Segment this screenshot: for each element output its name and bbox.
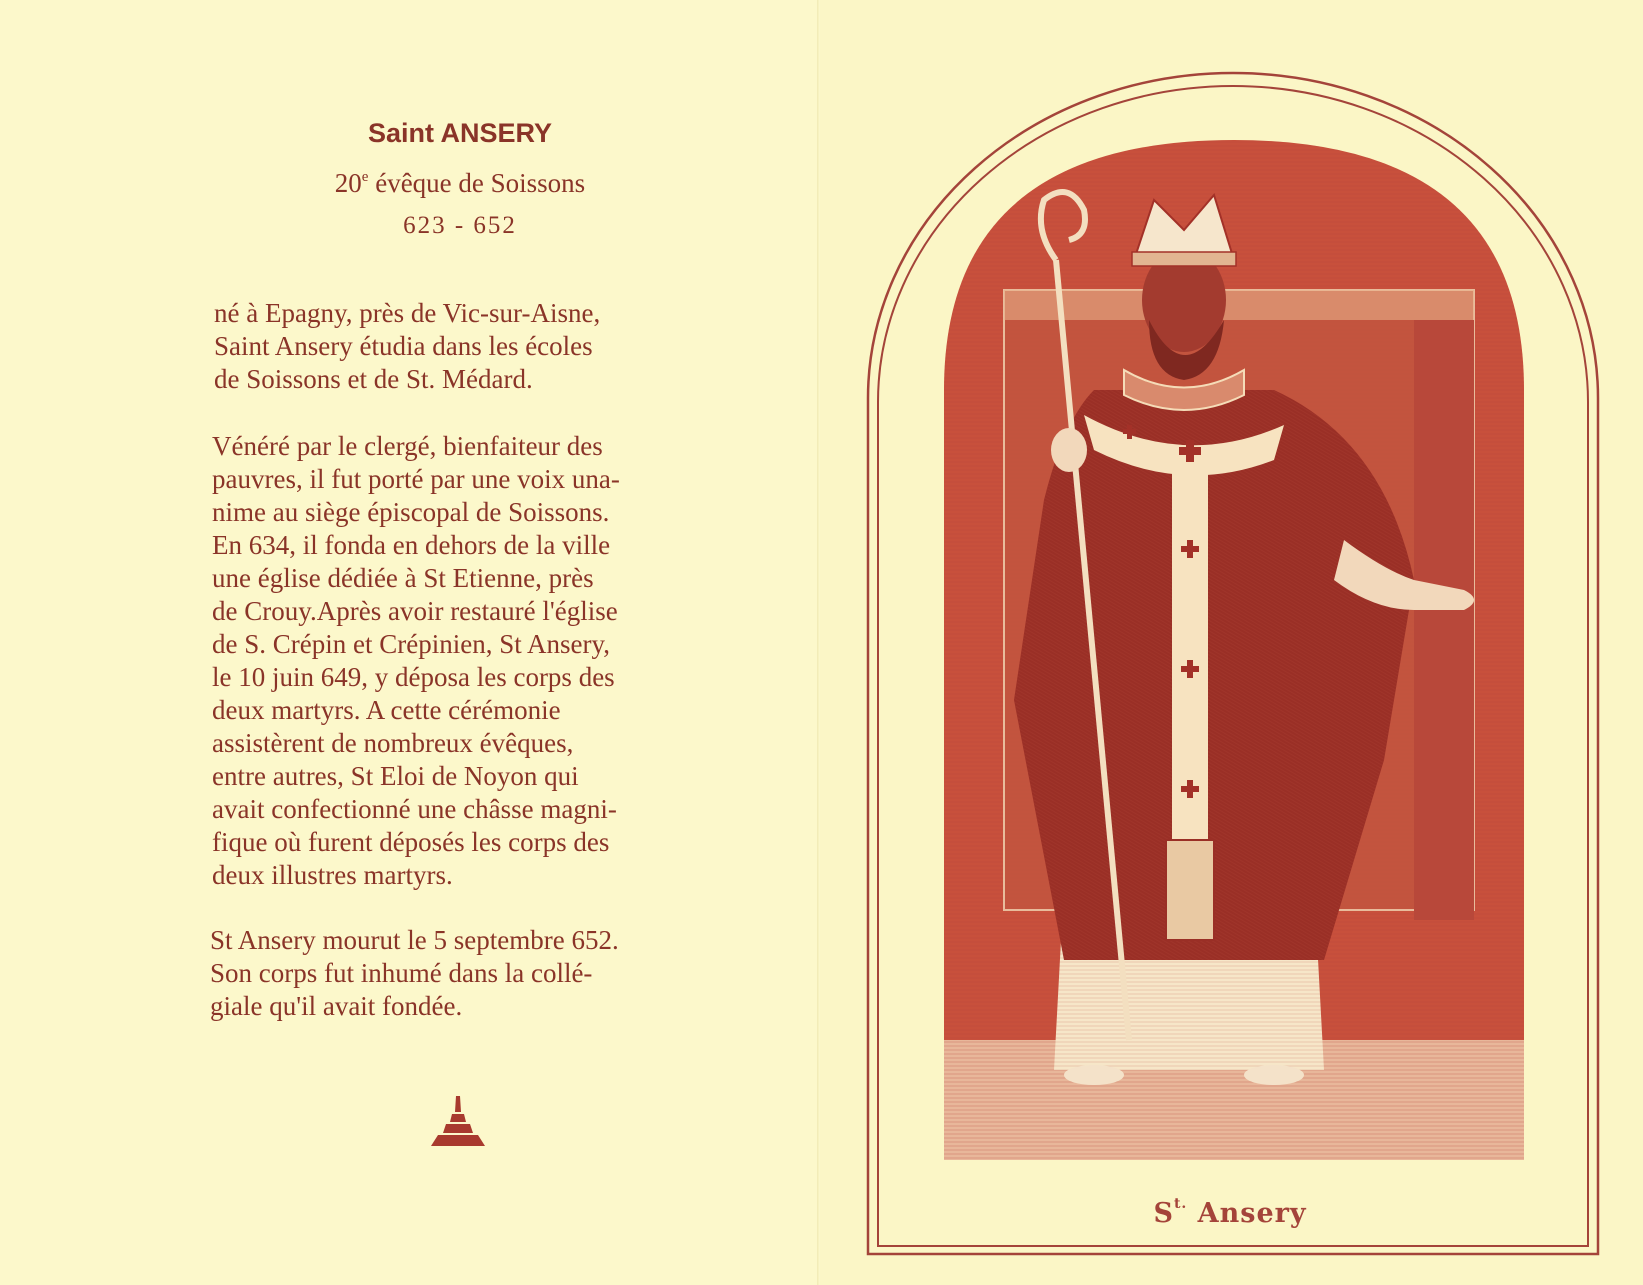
text-line: de Soissons et de St. Médard.: [214, 364, 533, 394]
saint-title: Saint ANSERY: [367, 118, 553, 148]
paragraph-life: [212, 430, 698, 892]
saint-ansery-engraving: [944, 140, 1524, 1160]
text-line: deux martyrs. A cette cérémonie: [212, 695, 561, 725]
text-line: avait confectionné une châsse magni-: [212, 794, 617, 824]
text-line: entre autres, St Eloi de Noyon qui: [212, 761, 579, 791]
text-line: né à Epagny, près de Vic-sur-Aisne,: [214, 298, 601, 328]
subtitle-number: 20: [334, 168, 362, 198]
text-line: de S. Crépin et Crépinien, St Ansery,: [212, 629, 610, 659]
text-line: Vénéré par le clergé, bienfaiteur des: [212, 431, 603, 461]
text-line: En 634, il fonda en dehors de la ville: [212, 530, 611, 560]
engraving-caption: [1150, 1196, 1310, 1229]
text-line: deux illustres martyrs.: [212, 860, 453, 890]
text-line: une église dédiée à St Etienne, près: [212, 563, 594, 593]
bell-emblem-icon: [428, 1092, 488, 1152]
text-line: de Crouy.Après avoir restauré l'église: [212, 596, 618, 626]
text-line: Son corps fut inhumé dans la collé-: [210, 958, 593, 988]
text-line: nime au siège épiscopal de Soissons.: [212, 497, 610, 527]
text-line: le 10 juin 649, y déposa les corps des: [212, 662, 615, 692]
paragraph-birth: [214, 297, 698, 396]
saint-dates: 623 - 652: [403, 212, 517, 239]
saint-subtitle: [0, 168, 920, 199]
text-line: pauvres, il fut porté par une voix una-: [212, 464, 620, 494]
text-line: fique où furent déposés les corps des: [212, 827, 610, 857]
paragraph-death: [210, 924, 700, 1023]
caption-abbrev: t.: [1173, 1196, 1188, 1212]
caption-name: Ansery: [1187, 1198, 1307, 1229]
text-line: St Ansery mourut le 5 septembre 652.: [210, 925, 619, 955]
subtitle-text: évêque de Soissons: [368, 168, 586, 198]
caption-prefix: S: [1153, 1198, 1174, 1229]
text-line: assistèrent de nombreux évêques,: [212, 728, 574, 758]
text-line: giale qu'il avait fondée.: [210, 991, 463, 1021]
subtitle-ordinal: e: [361, 169, 369, 185]
text-line: Saint Ansery étudia dans les écoles: [214, 331, 593, 361]
